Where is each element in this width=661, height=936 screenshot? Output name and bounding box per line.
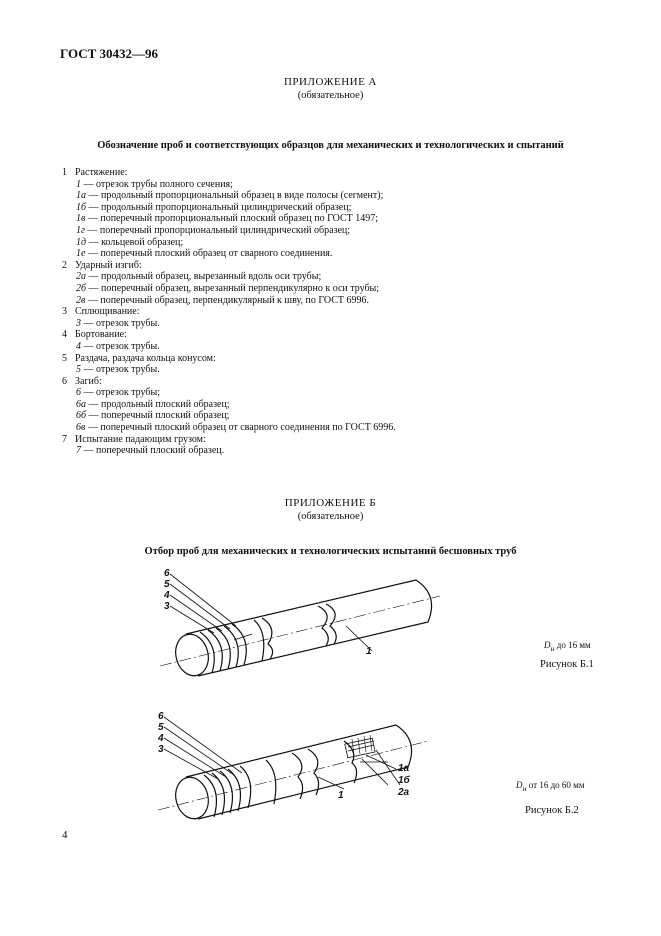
specimen-description: — продольный образец, вырезанный вдоль оси трубы; [86, 271, 322, 283]
section-label: Сплющивание: [75, 306, 140, 318]
specimen-description: — отрезок трубы. [81, 340, 160, 352]
specimen-code: 4 [76, 340, 81, 352]
specimen-code: 1б [76, 201, 87, 213]
list-section [62, 353, 642, 376]
list-item [62, 225, 642, 237]
section-heading [62, 353, 642, 365]
section-label: Растяжение: [75, 167, 128, 178]
specimen-code: 3 [76, 317, 81, 329]
section-number: 2 [62, 259, 67, 271]
specimen-code: 6в [76, 422, 86, 434]
fig2-label-2a: 2а [398, 787, 410, 798]
list-item [62, 295, 642, 307]
section-heading [62, 306, 642, 318]
specimen-code: 1в [76, 213, 86, 225]
fig1-label-5: 5 [164, 579, 170, 590]
specimen-code: 6а [76, 398, 86, 410]
list-section [62, 260, 642, 306]
list-item [62, 341, 642, 353]
specimen-code: 1е [76, 248, 86, 260]
appendix-a-title: ПРИЛОЖЕНИЕ А [283, 76, 377, 88]
specimen-code: 1д [76, 236, 87, 248]
section-heading [62, 376, 642, 388]
specimen-description: — кольцевой образец; [86, 236, 184, 248]
specimen-description: — поперечный образец, перпендикулярный к шву, по ГОСТ 6996. [85, 294, 369, 306]
section-heading [62, 167, 642, 179]
list-item [62, 271, 642, 283]
list-item [62, 399, 642, 411]
list-section [62, 167, 642, 260]
specimen-code: 1г [76, 224, 85, 236]
section-label: Загиб: [75, 375, 102, 387]
specimen-description: — поперечный плоский образец. [81, 445, 225, 457]
pipe-figure-1 [150, 566, 450, 691]
appendix-b-title: ПРИЛОЖЕНИЕ Б [284, 497, 377, 509]
specimen-code: 7 [76, 445, 81, 457]
specimen-description: — поперечный плоский образец от сварного соединения по ГОСТ 6996. [85, 422, 396, 434]
appendix-b-subtitle: (обязательное) [297, 511, 364, 522]
list-item [62, 364, 642, 376]
specimen-description: — поперечный образец, вырезанный перпендикулярно к оси трубы; [86, 282, 380, 294]
list-section [62, 329, 642, 352]
fig2-caption: Рисунок Б.2 [525, 805, 579, 816]
specimen-description: — поперечный пропорциональный плоский образец по ГОСТ 1497; [85, 213, 379, 225]
appendix-a-heading: Обозначение проб и соответствующих образцов для механических и технологических и спытаний [97, 140, 564, 151]
list-item [62, 445, 642, 457]
fig2-label-1b: 1б [398, 775, 410, 786]
section-number: 3 [62, 306, 67, 318]
specimen-code: 1а [76, 190, 86, 202]
fig2-label-5: 5 [158, 722, 164, 733]
section-heading [62, 260, 642, 272]
list-item [62, 318, 642, 330]
fig1-label-6: 6 [164, 568, 170, 579]
specimen-code: 2в [76, 294, 86, 306]
list-item [62, 283, 642, 295]
fig2-label-4: 4 [158, 733, 164, 744]
fig2-label-1a: 1а [398, 763, 410, 774]
specimen-description: — поперечный плоский образец от сварного соединения. [85, 248, 333, 260]
specimen-description: — поперечный пропорциональный цилиндрический образец; [84, 224, 351, 236]
specimen-list [62, 167, 642, 457]
list-item [62, 202, 642, 214]
list-item [62, 387, 642, 399]
specimen-code: 6б [76, 410, 87, 422]
specimen-description: — продольный плоский образец; [86, 398, 230, 410]
specimen-code: 2б [76, 282, 87, 294]
section-number: 5 [62, 352, 67, 364]
list-section [62, 306, 642, 329]
fig2-diameter-note: $D_н$ от 16 до 60 мм [516, 780, 585, 793]
specimen-description: — продольный пропорциональный цилиндрический образец; [86, 201, 352, 213]
fig2-label-6: 6 [158, 711, 164, 722]
specimen-code: 6 [76, 387, 81, 399]
list-item [62, 237, 642, 249]
fig1-diameter-note: $D_н$ до 16 мм [544, 640, 591, 653]
specimen-description: — отрезок трубы; [81, 387, 160, 399]
fig1-label-4: 4 [164, 590, 170, 601]
list-item [62, 410, 642, 422]
fig1-label-3: 3 [164, 601, 170, 612]
appendix-b-heading: Отбор проб для механических и технологических испытаний бесшовных труб [144, 546, 517, 557]
list-section [62, 434, 642, 457]
section-heading [62, 329, 642, 341]
section-number: 6 [62, 375, 67, 387]
section-heading [62, 434, 642, 446]
section-label: Бортование: [75, 329, 127, 341]
specimen-code: 5 [76, 364, 81, 376]
pipe-figure-2 [148, 705, 438, 835]
list-item [62, 190, 642, 202]
section-label: Ударный изгиб: [75, 259, 142, 271]
section-number: 4 [62, 329, 67, 341]
specimen-description: — отрезок трубы полного сечения; [81, 178, 233, 190]
section-label: Испытание падающим грузом: [75, 433, 206, 445]
list-item [62, 179, 642, 191]
appendix-a-subtitle: (обязательное) [297, 90, 364, 101]
specimen-code: 2а [76, 271, 86, 283]
list-item [62, 213, 642, 225]
list-section [62, 376, 642, 434]
page-number: 4 [62, 829, 68, 841]
specimen-description: — продольный пропорциональный образец в виде полосы (сегмент); [86, 190, 384, 202]
section-number: 1 [62, 167, 67, 178]
section-number: 7 [62, 433, 67, 445]
list-item [62, 248, 642, 260]
specimen-code: 1 [76, 178, 81, 190]
section-label: Раздача, раздача кольца конусом: [75, 352, 216, 364]
fig2-label-3: 3 [158, 744, 164, 755]
document-code: ГОСТ 30432—96 [60, 46, 159, 61]
fig1-label-1: 1 [366, 646, 372, 657]
specimen-description: — отрезок трубы. [81, 317, 160, 329]
specimen-description: — отрезок трубы. [81, 364, 160, 376]
list-item [62, 422, 642, 434]
fig1-caption: Рисунок Б.1 [540, 659, 594, 670]
fig2-label-1: 1 [338, 790, 344, 801]
specimen-description: — поперечный плоский образец; [86, 410, 230, 422]
